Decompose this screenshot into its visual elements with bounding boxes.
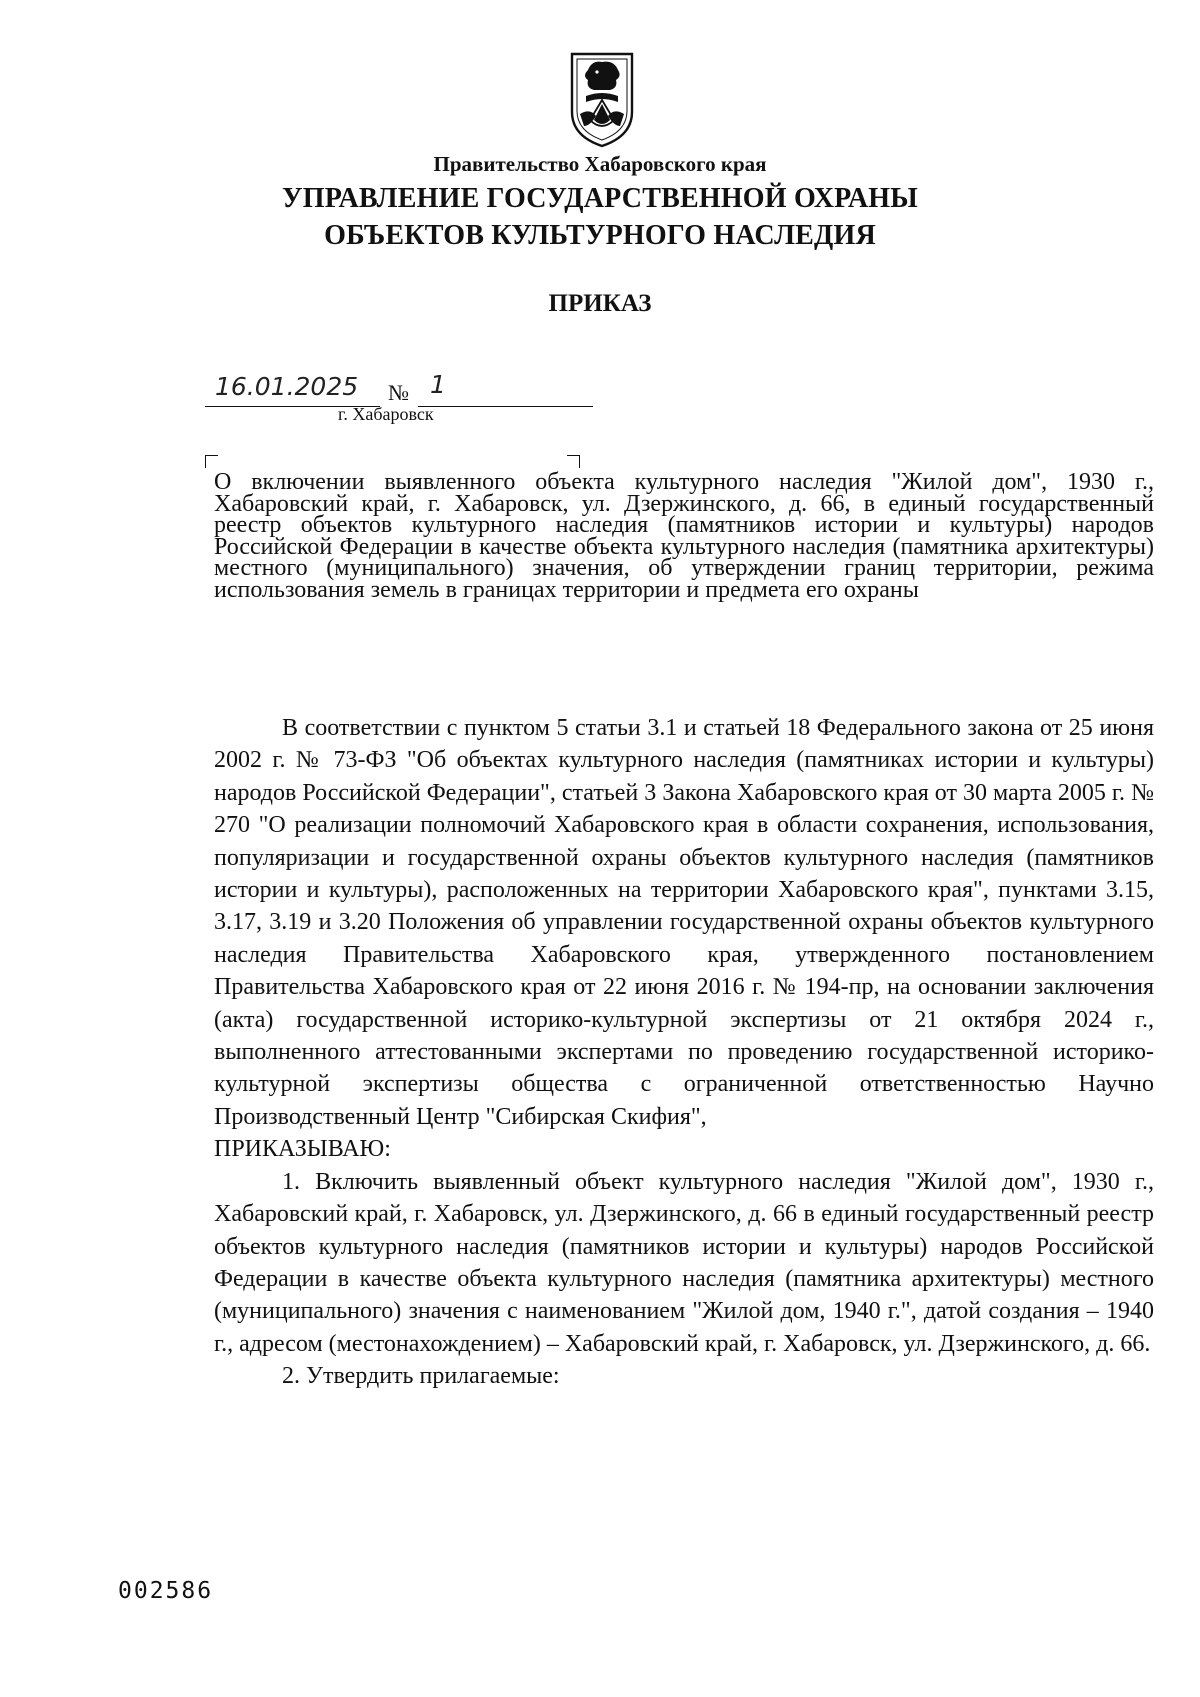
- government-name: Правительство Хабаровского края: [433, 152, 767, 176]
- order-item-2: 2. Утвердить прилагаемые:: [282, 1363, 560, 1390]
- number-sign: №: [388, 380, 409, 405]
- document-body: [214, 712, 1154, 1393]
- order-date: 16.01.2025: [215, 372, 359, 401]
- department-name-line-1: УПРАВЛЕНИЕ ГОСУДАРСТВЕННОЙ ОХРАНЫ: [282, 183, 918, 214]
- department-name-line-2: ОБЪЕКТОВ КУЛЬТУРНОГО НАСЛЕДИЯ: [324, 220, 876, 251]
- registration-number: 002586: [118, 1578, 214, 1604]
- document-type-heading: ПРИКАЗ: [548, 290, 652, 317]
- coat-of-arms-icon: [566, 50, 638, 150]
- document-title: О включении выявленного объекта культурного наследия "Жилой дом", 1930 г., Хабаровский край, г. Хабаровск, ул. Дзержинского, д. 66, в единый государственный реестр объектов культурного наследия (памятников истории и культуры) народов Российской Федерации в качестве объекта культурного наследия (памятника архитектуры) местного (муниципального) значения, об утверждении границ территории, режима использования земель в границах территории и предмета его охраны: [214, 469, 1154, 603]
- number-underline: [418, 406, 593, 407]
- title-bracket-left: [205, 455, 218, 468]
- order-word: ПРИКАЗЫВАЮ:: [214, 1136, 391, 1163]
- city-name: г. Хабаровск: [338, 404, 434, 424]
- order-item-1: 1. Включить выявленный объект культурного наследия "Жилой дом", 1930 г., Хабаровский край, г. Хабаровск, ул. Дзержинского, д. 66 в единый государственный реестр объектов культурного наследия (памятников истории и культуры) народов Российской Федерации в качестве объекта культурного наследия (памятника архитектуры) местного (муниципального) значения с наименованием "Жилой дом, 1940 г.", датой создания – 1940 г., адресом (местонахождением) – Хабаровский край, г. Хабаровск, ул. Дзержинского, д. 66.: [214, 1168, 1154, 1357]
- order-number: 1: [430, 370, 446, 399]
- preamble-paragraph: В соответствии с пунктом 5 статьи 3.1 и статьей 18 Федерального закона от 25 июня 2002 г. № 73-ФЗ "Об объектах культурного наследия (памятниках истории и культуры) народов Российской Федерации", статьей 3 Закона Хабаровского края от 30 марта 2005 г. № 270 "О реализации полномочий Хабаровского края в области сохранения, использования, популяризации и государственной охраны объектов культурного наследия (памятников истории и культуры), расположенных на территории Хабаровского края", пунктами 3.15, 3.17, 3.19 и 3.20 Положения об управлении государственной охраны объектов культурного наследия Правительства Хабаровского края, утвержденного постановлением Правительства Хабаровского края от 22 июня 2016 г. № 194-пр, на основании заключения (акта) государственной историко-культурной экспертизы от 21 октября 2024 г., выполненного аттестованными экспертами по проведению государственной историко-культурной экспертизы общества с ограниченной ответственностью Научно Производственный Центр "Сибирская Скифия",: [214, 715, 1154, 1130]
- title-bracket-right: [567, 455, 580, 468]
